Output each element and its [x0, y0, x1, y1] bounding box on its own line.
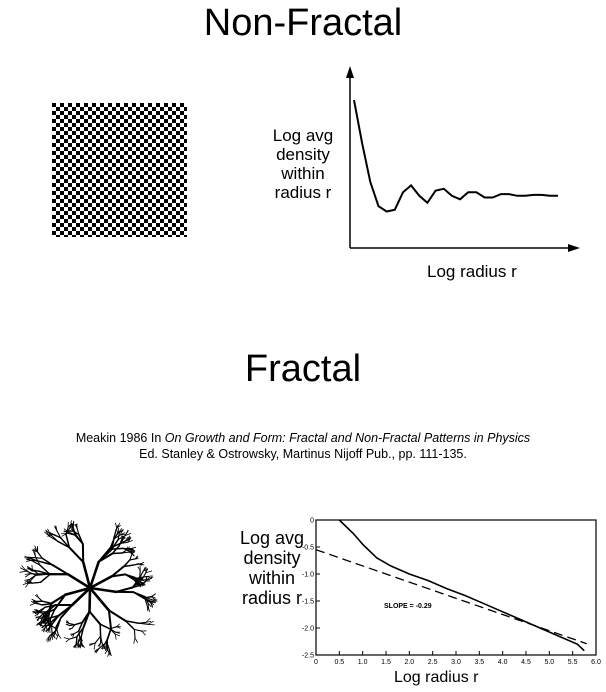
fractal-branch	[115, 634, 116, 639]
fractal-chart	[300, 512, 605, 672]
top-x-axis-arrow	[568, 244, 580, 252]
y-tick-label: 0	[310, 517, 314, 525]
x-tick-label: 2.5	[427, 659, 438, 666]
fractal-branch	[151, 594, 155, 597]
fractal-density-curve	[339, 520, 584, 651]
fractal-branch	[107, 629, 111, 642]
fractal-branch	[74, 631, 79, 634]
fractal-branch	[90, 588, 91, 612]
fractal-branch	[38, 552, 43, 558]
density-curve	[354, 100, 558, 211]
top-x-axis-label: Log radius r	[427, 262, 517, 281]
fractal-branch	[58, 635, 61, 639]
fractal-branch	[32, 565, 33, 569]
citation-book-title: On Growth and Form: Fractal and Non-Fractal Patterns in Physics	[164, 431, 531, 445]
fractal-branch	[131, 547, 136, 548]
fractal-branch	[41, 574, 50, 582]
bottom-ylabel-line: radius r	[241, 588, 303, 608]
fractal-branch	[135, 638, 138, 643]
x-tick-label: 1.0	[357, 659, 368, 666]
fractal-branch	[33, 558, 42, 559]
bottom-ylabel-line: Log avg	[239, 528, 305, 548]
fractal-branch	[109, 610, 126, 621]
fractal-branch	[94, 643, 95, 649]
fractal-branch	[112, 548, 123, 549]
fractal-branch	[66, 639, 70, 642]
fractal-branch	[90, 612, 101, 625]
fractal-branch	[116, 523, 117, 528]
fractal-aggregate	[2, 500, 177, 675]
fractal-branch	[109, 610, 111, 628]
bottom-ylabel-line: within	[248, 568, 296, 588]
top-ylabel-line: Log avg	[272, 126, 334, 145]
fractal-branch	[20, 571, 27, 572]
y-tick-label: -2.5	[301, 652, 314, 660]
fractal-branch	[64, 638, 69, 640]
citation-publisher: Ed. Stanley & Ostrowsky, Martinus Nijoff Pub., pp. 111-135.	[139, 447, 467, 461]
fractal-title: Fractal	[244, 348, 362, 390]
slope-label: SLOPE = -0.29	[384, 603, 432, 610]
fractal-branch	[42, 601, 51, 603]
y-tick-label: -1.0	[301, 571, 314, 579]
fractal-branch	[134, 630, 141, 632]
x-tick-label: 2.0	[404, 659, 415, 666]
fractal-branch	[52, 565, 68, 574]
non-fractal-chart	[340, 62, 585, 257]
slope-fit-line	[316, 550, 587, 644]
bottom-ylabel-line: density	[243, 548, 301, 568]
fractal-branch	[46, 624, 47, 629]
fractal-branch	[42, 604, 51, 605]
fractal-branch	[71, 521, 72, 527]
fractal-branch	[56, 526, 57, 531]
fractal-branch	[69, 637, 77, 639]
fractal-branch	[30, 603, 35, 605]
x-tick-label: 1.5	[381, 659, 391, 666]
checkerboard-pattern	[52, 103, 187, 237]
fractal-branch	[130, 554, 132, 560]
x-tick-label: 6.0	[591, 659, 601, 666]
non-fractal-title: Non-Fractal	[203, 2, 403, 44]
bottom-x-axis-label: Log radius r	[394, 669, 479, 686]
citation-prefix: Meakin 1986 In	[75, 431, 165, 445]
y-tick-label: -0.5	[301, 544, 314, 552]
fractal-branch	[148, 576, 153, 577]
top-y-axis-arrow	[346, 66, 354, 78]
fractal-branch	[100, 624, 110, 629]
fractal-branch	[134, 630, 135, 638]
fractal-branch	[139, 622, 146, 623]
fractal-branch	[115, 634, 119, 636]
y-tick-label: -1.5	[301, 598, 314, 606]
x-tick-label: 4.5	[521, 659, 531, 666]
fractal-branch	[134, 638, 135, 644]
y-tick-label: -2.0	[301, 625, 314, 633]
x-tick-label: 3.0	[451, 659, 461, 666]
fractal-branch	[123, 548, 129, 549]
fractal-branch	[95, 636, 100, 643]
fractal-branch	[142, 631, 146, 635]
top-ylabel-line: radius r	[274, 183, 332, 202]
top-ylabel-line: within	[281, 164, 325, 183]
x-tick-label: 0.5	[334, 659, 345, 666]
fractal-branch	[148, 624, 154, 625]
fractal-branch	[55, 633, 57, 636]
fractal-branch	[38, 597, 42, 601]
top-ylabel-line: density	[276, 145, 330, 164]
fractal-branch	[69, 624, 75, 625]
x-tick-label: 5.0	[544, 659, 555, 666]
fractal-branch	[112, 553, 122, 554]
x-tick-label: 0	[314, 659, 318, 666]
x-tick-label: 5.5	[567, 659, 578, 666]
fractal-branch	[67, 625, 70, 626]
x-tick-label: 3.5	[474, 659, 485, 666]
top-y-axis-label	[258, 126, 348, 202]
x-tick-label: 4.0	[497, 659, 508, 666]
citation-caption	[0, 430, 606, 462]
fractal-branch	[69, 548, 83, 562]
